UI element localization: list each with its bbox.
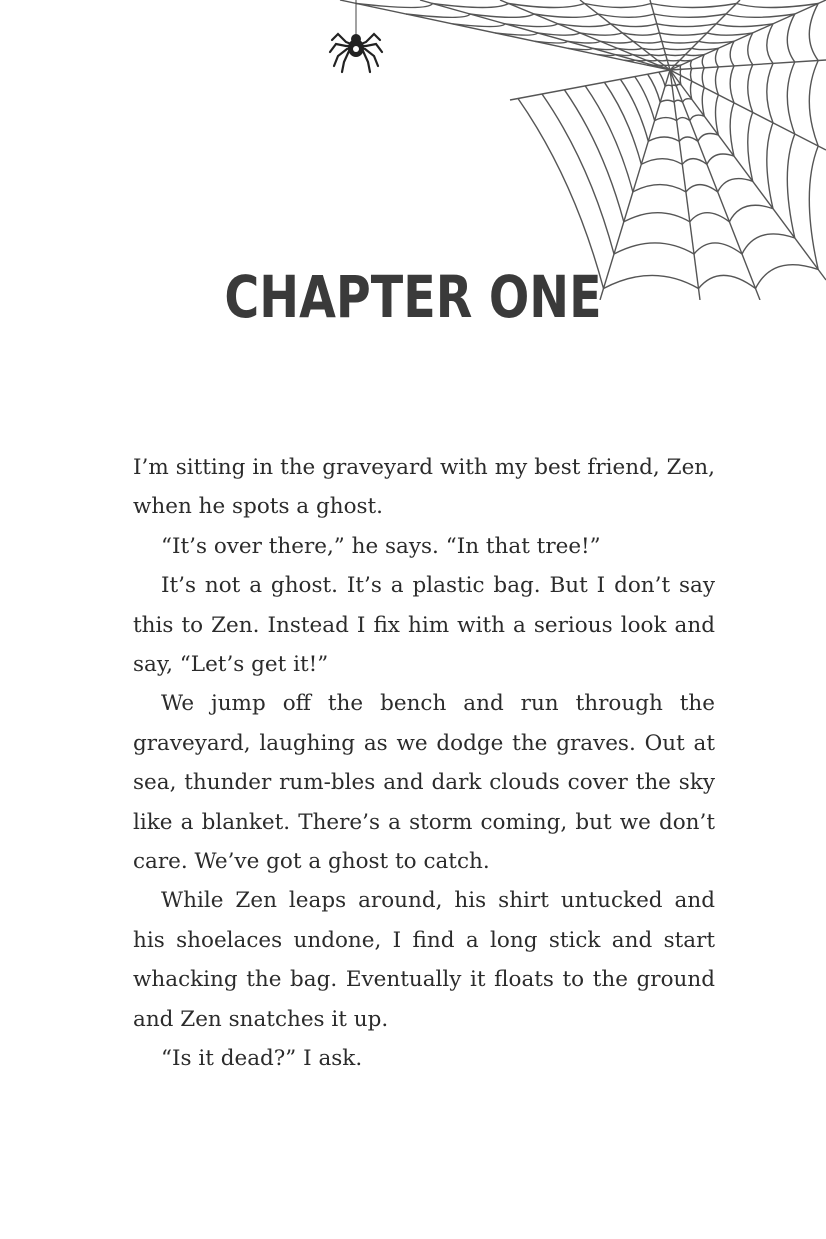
chapter-title: CHAPTER ONE (224, 263, 602, 331)
web-thread (670, 60, 826, 70)
spider-icon (330, 0, 382, 72)
paragraph: While Zen leaps around, his shirt untucked and his shoelaces undone, I find a long stick and start whacking the bag. Eventually it floats to the ground and Zen snatches it up. (133, 888, 715, 1032)
paragraph: It’s not a ghost. It’s a plastic bag. But I don’t say this to Zen. Instead I fix him with a serious look and say, “Let’s get it!” (133, 573, 715, 678)
chapter-body (133, 448, 715, 1079)
paragraph: “Is it dead?” I ask. (161, 1046, 363, 1072)
paragraph: We jump off the bench and run through the graveyard, laughing as we dodge the graves. Out at sea, thunder rum-bles and dark clouds cover the sky like a blanket. There’s a storm coming, but we don’t care. We’ve got a ghost to catch. (133, 691, 715, 875)
paragraph: I’m sitting in the graveyard with my best friend, Zen, when he spots a ghost. (133, 455, 715, 520)
paragraph: “It’s over there,” he says. “In that tree!” (161, 533, 601, 559)
spider-web-icon (0, 0, 826, 300)
web-thread (340, 0, 670, 70)
